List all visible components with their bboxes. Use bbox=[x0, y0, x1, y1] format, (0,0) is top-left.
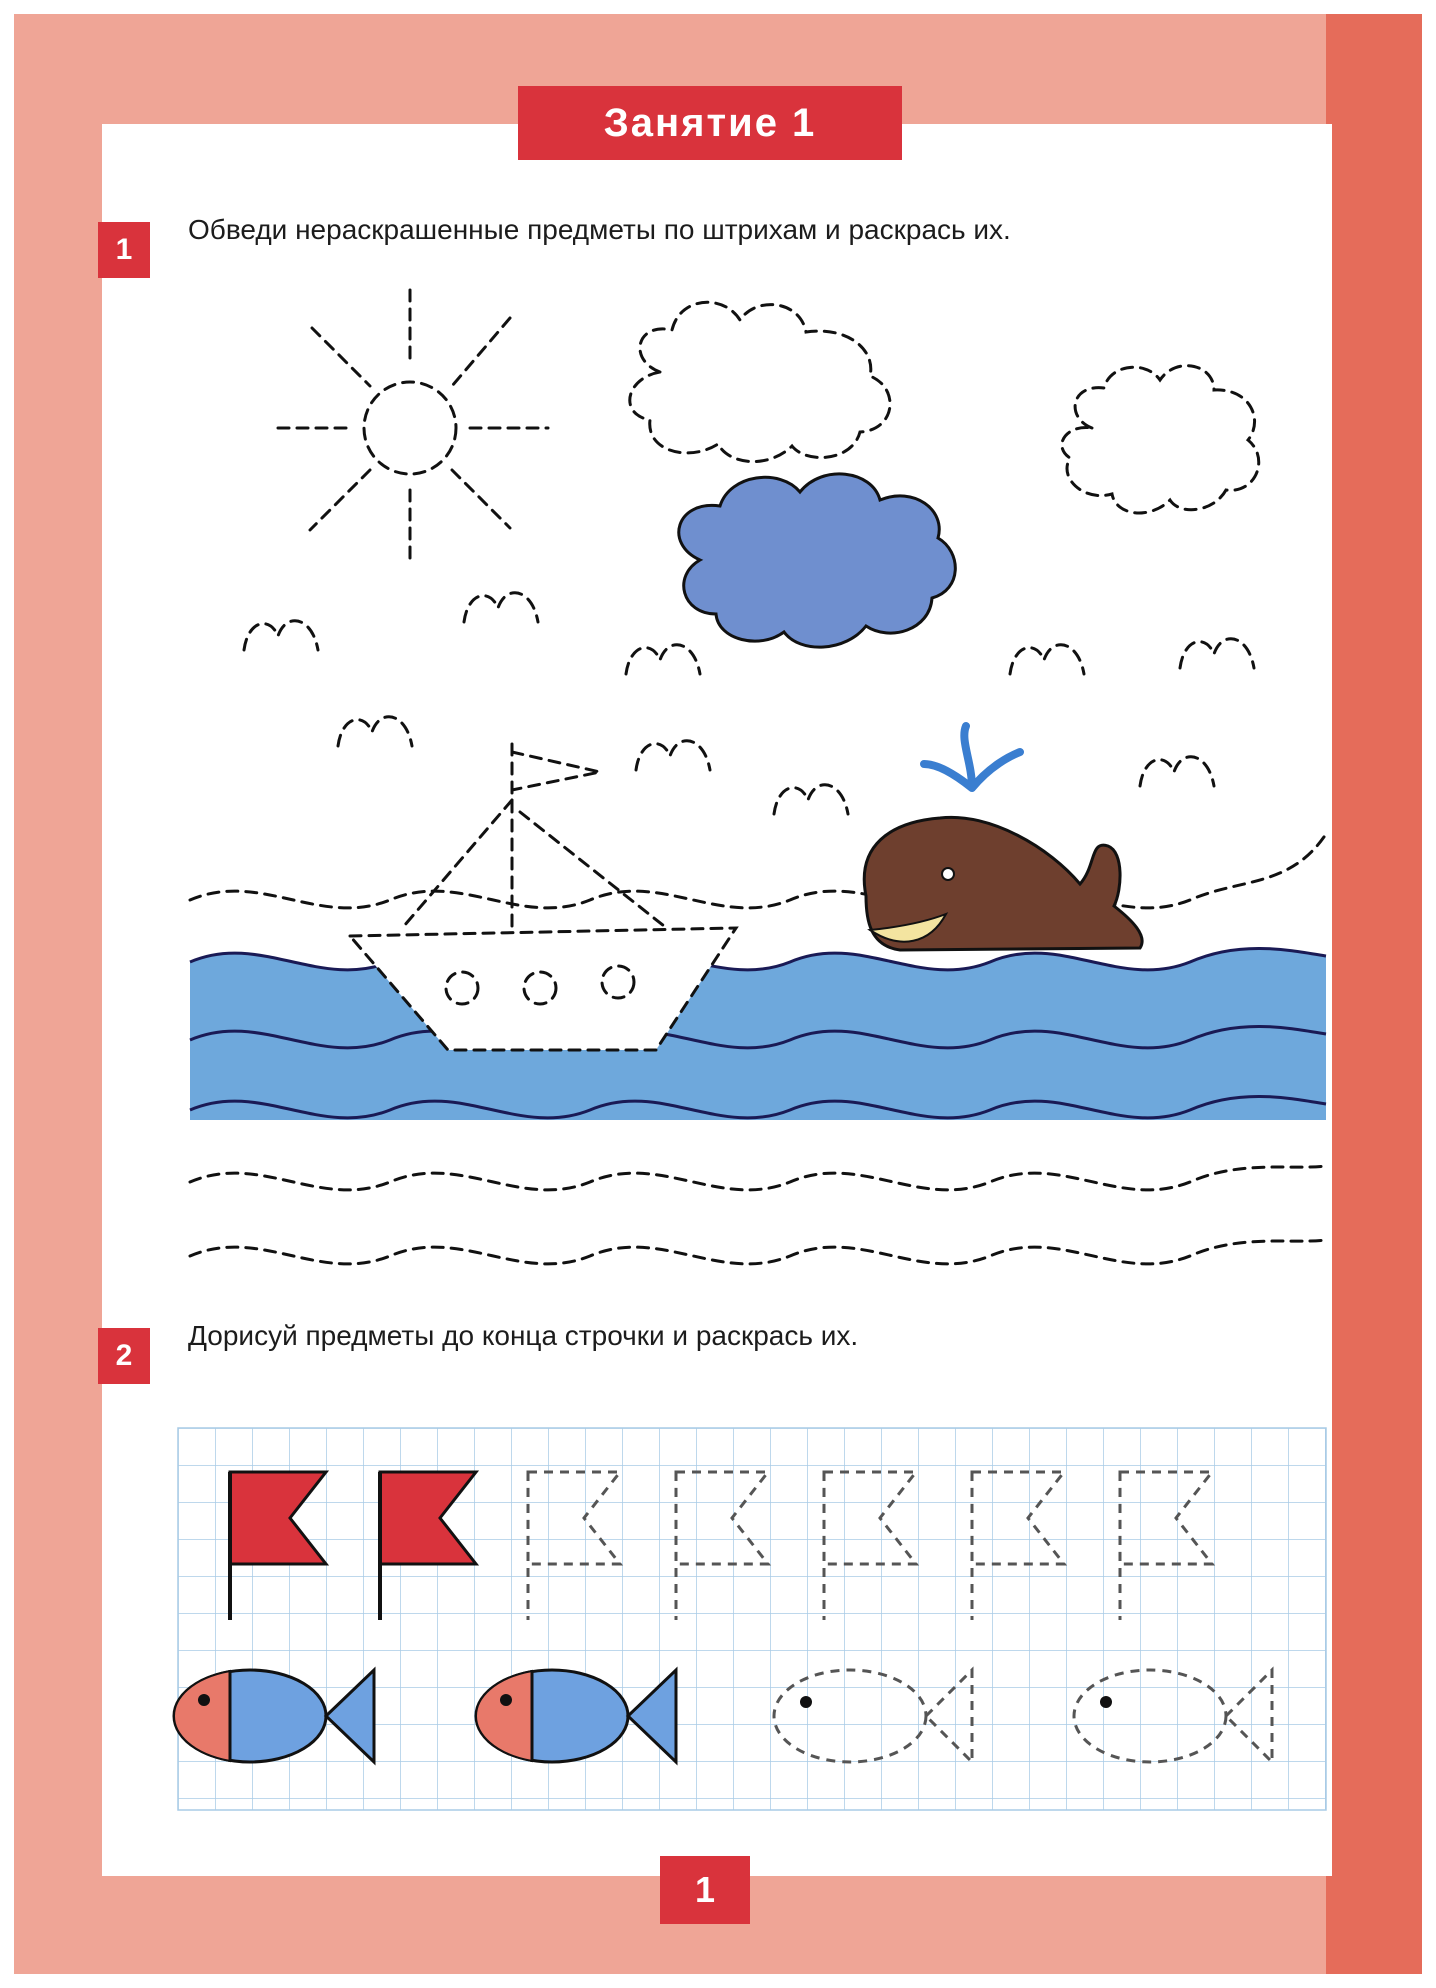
task-2-instruction: Дорисуй предметы до конца строчки и раскрась их. bbox=[188, 1320, 859, 1351]
task-1-number: 1 bbox=[98, 222, 150, 278]
page-number: 1 bbox=[660, 1856, 750, 1924]
task-2-number: 2 bbox=[98, 1328, 150, 1384]
task-1-instruction: Обведи нераскрашенные предметы по штрихам и раскрась их. bbox=[188, 214, 1011, 245]
lesson-title: Занятие 1 bbox=[518, 86, 902, 160]
